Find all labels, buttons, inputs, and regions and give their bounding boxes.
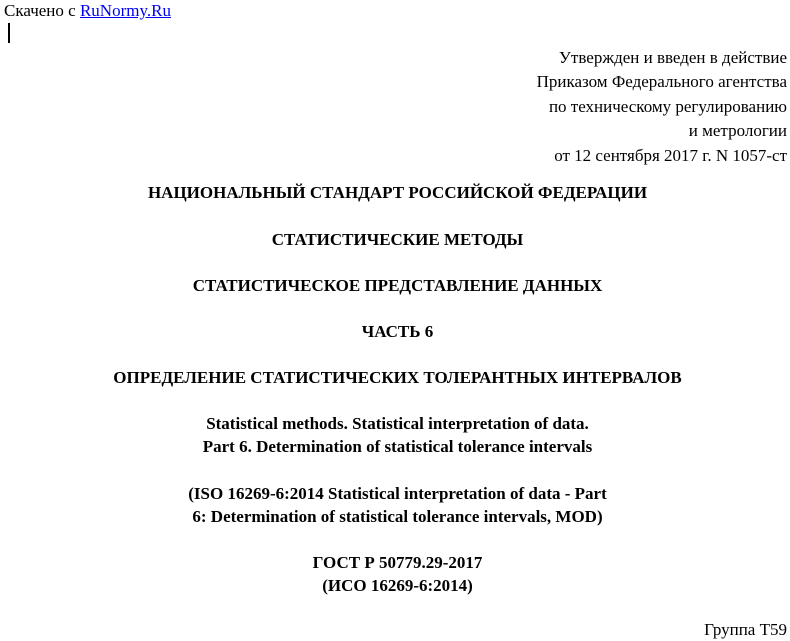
iso-reference-line: 6: Determination of statistical tolerance intervals, MOD) [192, 507, 603, 526]
iso-reference-block [0, 482, 790, 528]
english-title-line: Statistical methods. Statistical interpretation of data. [206, 414, 589, 433]
approval-line: от 12 сентября 2017 г. N 1057-ст [554, 145, 787, 165]
approval-line: Утвержден и введен в действие [558, 48, 787, 67]
gost-designation-block [0, 551, 790, 597]
group-label: Группа Т59 [704, 620, 787, 639]
statistical-methods-title: СТАТИСТИЧЕСКИЕ МЕТОДЫ [271, 230, 524, 249]
download-source-line [4, 1, 171, 21]
part-title: ЧАСТЬ 6 [361, 322, 434, 341]
english-title-block [0, 412, 790, 458]
approval-line: Приказом Федерального агентства [536, 72, 787, 92]
runormy-link[interactable]: RuNormy.Ru [79, 1, 171, 20]
tolerance-intervals-title: ОПРЕДЕЛЕНИЕ СТАТИСТИЧЕСКИХ ТОЛЕРАНТНЫХ ИНТЕРВАЛОВ [113, 368, 682, 387]
gost-number: ГОСТ Р 50779.29-2017 [312, 553, 483, 572]
approval-block [537, 46, 787, 168]
download-prefix: Скачено с [4, 1, 80, 20]
approval-line: по техническому регулированию [548, 96, 787, 116]
approval-line: и метрологии [688, 121, 787, 141]
iso-number: (ИСО 16269-6:2014) [322, 576, 473, 595]
english-title-line: Part 6. Determination of statistical tolerance intervals [202, 437, 593, 456]
iso-reference-line: (ISO 16269-6:2014 Statistical interpretation of data - Part [188, 484, 607, 503]
data-representation-title: СТАТИСТИЧЕСКОЕ ПРЕДСТАВЛЕНИЕ ДАННЫХ [192, 276, 603, 295]
text-cursor [8, 23, 10, 43]
national-standard-title: НАЦИОНАЛЬНЫЙ СТАНДАРТ РОССИЙСКОЙ ФЕДЕРАЦИИ [147, 183, 648, 202]
